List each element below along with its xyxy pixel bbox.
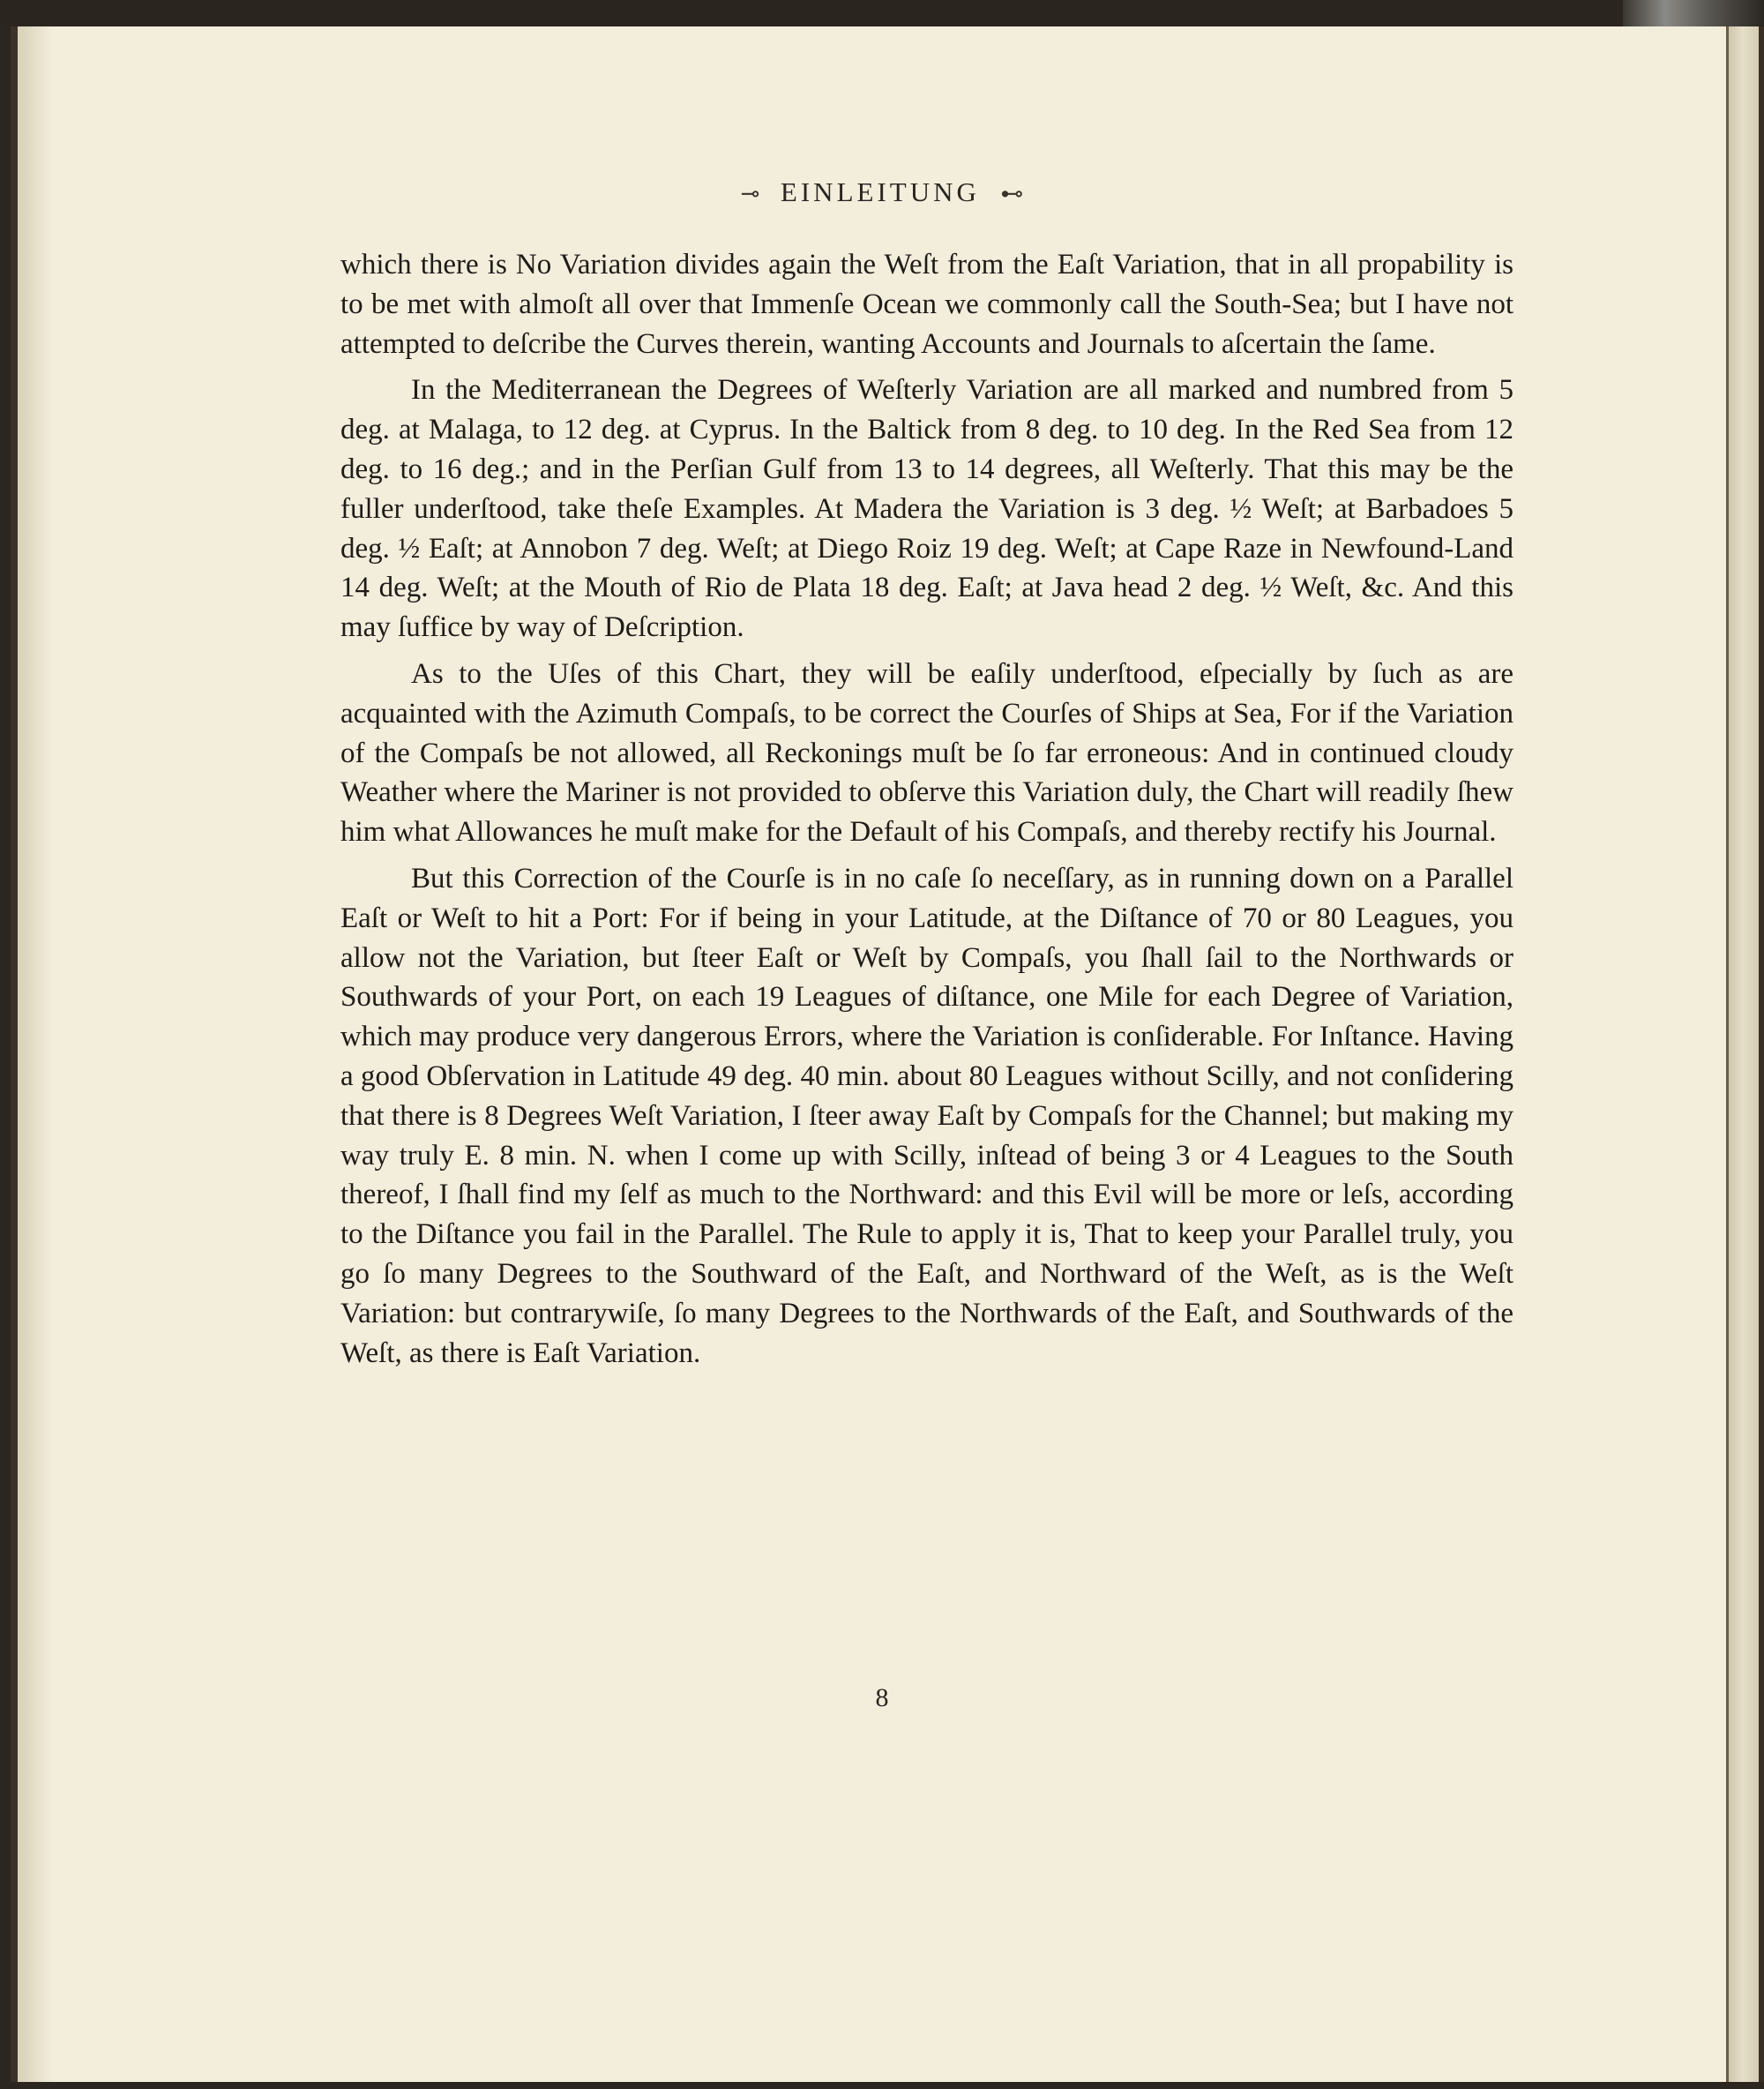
page-number: 8 [875,1683,889,1712]
paragraph-2: In the Mediterranean the Degrees of Weſterly Variation are all marked and numbred from 5 deg. at Malaga, to 12 deg. at Cyprus. In the Baltick from 8 deg. to 10 deg. In the Red Sea from 12 deg. to 16 deg.; and in the Perſian Gulf from 13 to 14 degrees, all Weſterly. That this may be the fuller underſtood, take theſe Examples. At Madera the Variation is 3 deg. ½ Weſt; at Barbadoes 5 deg. ½ Eaſt; at Annobon 7 deg. Weſt; at Diego Roiz 19 deg. Weſt; at Cape Raze in Newfound-Land 14 deg. Weſt; at the Mouth of Rio de Plata 18 deg. Eaſt; at Java head 2 deg. ½ Weſt, &c. And this may ſuffice by way of Deſcription. [340,374,1514,644]
paragraph-3: As to the Uſes of this Chart, they will be eaſily underſtood, eſpecially by ſuch as are acquainted with the Azimuth Compaſs, to be correct the Courſes of Ships at Sea, For if the Variation of the Compaſs be not allowed, all Reckonings muſt be ſo far erroneous: And in continued cloudy Weather where the Mariner is not provided to obſerve this Variation duly, the Chart will readily ſhew him what Allowances he muſt make for the Default of his Compaſs, and thereby rectify his Journal. [340,657,1514,849]
running-head-title: EINLEITUNG [780,176,980,207]
scan-border-top [0,0,1764,26]
ornament-right-icon: ⊷ [1000,181,1024,206]
scan-border-right [1759,26,1764,2082]
scan-border-top-right [1623,0,1764,26]
paragraph-4: But this Correction of the Courſe is in no caſe ſo neceſſary, as in running down on a Parallel Eaſt or Weſt to hit a Port: For if being in your Latitude, at the Diſtance of 70 or 80 Leagues, you allow not the Variation, but ſteer Eaſt or Weſt by Compaſs, you ſhall ſail to the Northwards or Southwards of your Port, on each 19 Leagues of diſtance, one Mile for each Degree of Variation, which may produce very dangerous Errors, where the Variation is conſiderable. For Inſtance. Having a good Obſervation in Latitude 49 deg. 40 min. about 80 Leagues without Scilly, and not conſidering that there is 8 Degrees Weſt Variation, I ſteer away Eaſt by Compaſs for the Channel; but making my way truly E. 8 min. N. when I come up with Scilly, inſtead of being 3 or 4 Leagues to the South thereof, I ſhall find my ſelf as much to the Northward: and this Evil will be more or leſs, according to the Diſtance you fail in the Parallel. The Rule to apply it is, That to keep your Parallel truly, you go ſo many Degrees to the Southward of the Eaſt, and Northward of the Weſt, as is the Weſt Variation: but contrarywiſe, ſo many Degrees to the Northwards of the Eaſt, and Southwards of the Weſt, as there is Eaſt Variation. [340,862,1514,1369]
page-gutter-shadow [18,26,53,2082]
body-text [340,245,1514,1380]
scan-border-bottom [0,2082,1764,2089]
running-head [0,176,1764,208]
paragraph-1: which there is No Variation divides again the Weſt from the Eaſt Variation, that in all propability is to be met with almoſt all over that Immenſe Ocean we commonly call the South-Sea; but I have not attempted to deſcribe the Curves therein, wanting Accounts and Journals to aſcertain the ſame. [340,249,1514,360]
ornament-left-icon: ⊸ [740,181,760,206]
